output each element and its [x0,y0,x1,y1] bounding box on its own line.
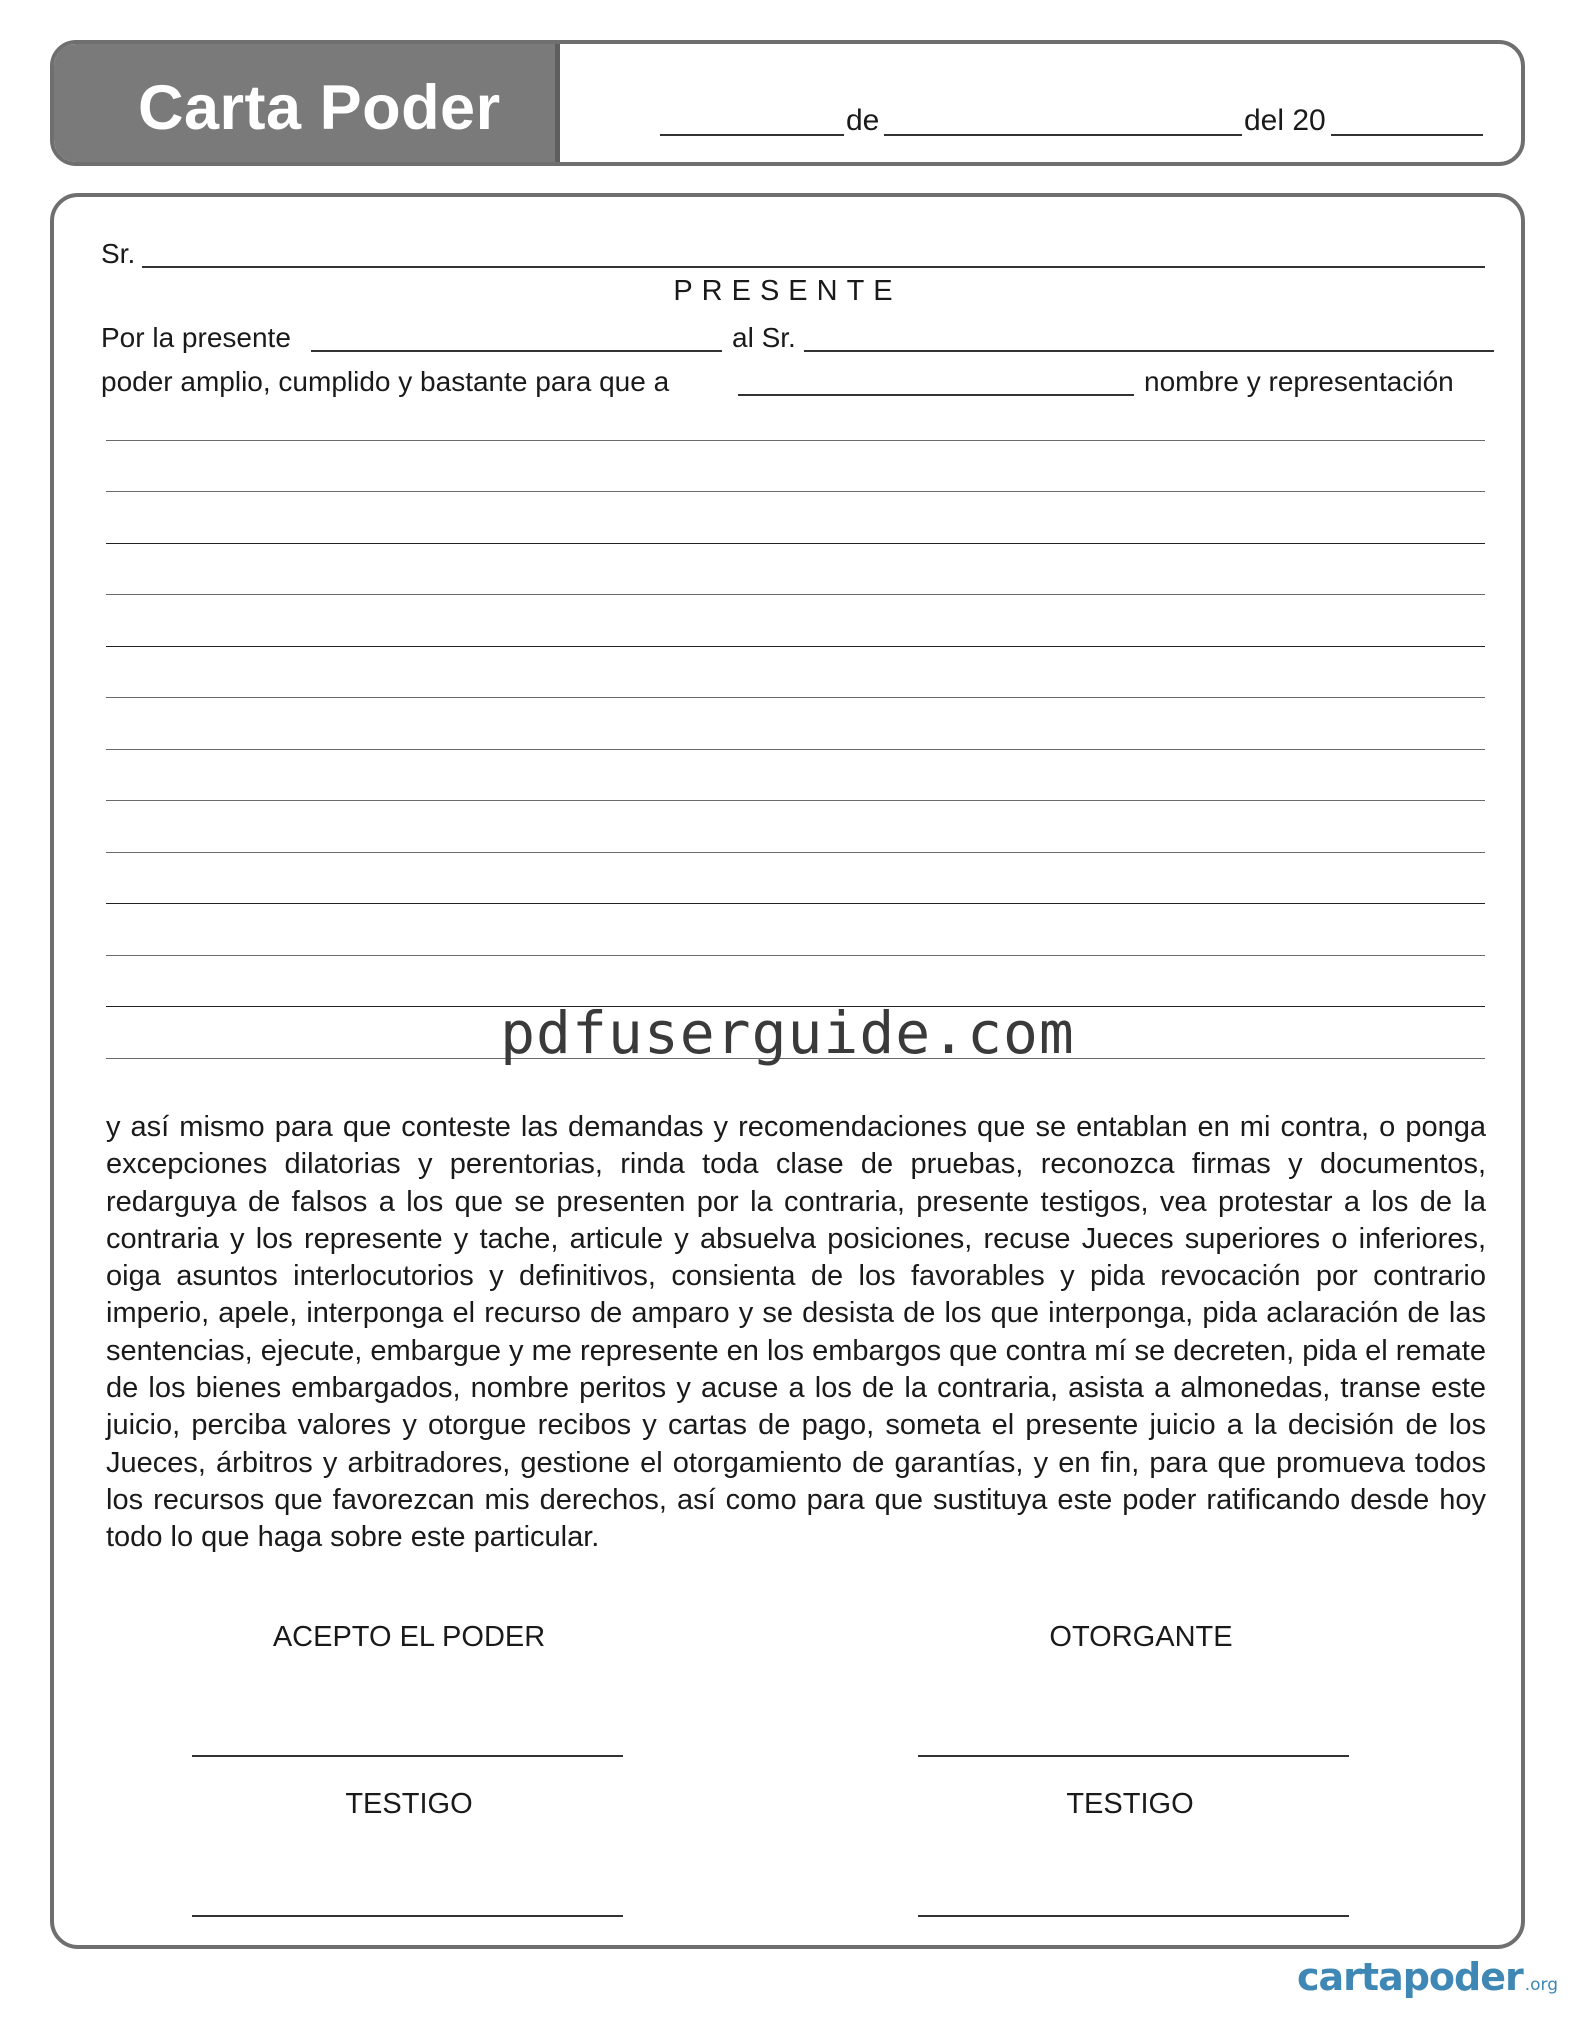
otorgante-signature-line[interactable] [918,1755,1349,1757]
nombre-representacion-text: nombre y representación [1144,366,1454,397]
sr-name-field[interactable] [142,266,1485,268]
date-del-label: del 20 [1244,104,1326,137]
writing-line[interactable] [106,903,1485,904]
otorgante-name-field[interactable] [311,350,722,352]
al-sr-label: al Sr. [732,322,796,353]
powers-paragraph: y así mismo para que conteste las demandas y recomendaciones que se entablan en mi contra, o ponga excepciones dilatorias y perentorias, rinda toda clase de pruebas, reconozca firmas y documentos, redarguya de falsos a los que se presenten por la contraria, presente testigos, vea protestar a los de la contraria y los represente y tache, articule y absuelva posiciones, recuse Jueces superiores o inferiores, oiga asuntos interlocutorios y definitivos, consienta de los favorables y pida revocación por contrario imperio, apele, interponga el recurso de amparo y se desista de los que interponga, pida aclaración de las sentencias, ejecute, embargue y me represente en los embargos que contra mí se decreten, pida el remate de los bienes embargados, nombre peritos y acuse a los de la contraria, asista a almonedas, transe este juicio, perciba valores y otorgue recibos y cartas de pago, someta el presente juicio a la decisión de los Jueces, árbitros y arbitradores, gestione el otorgamiento de garantías, y en fin, para que promueva todos los recursos que favorezcan mis derechos, así como para que sustituya este poder ratificando desde hoy todo lo que haga sobre este particular. [106,1111,1486,1554]
title-panel [54,44,560,162]
logo-suffix-text: .org [1524,1975,1559,1995]
writing-line[interactable] [106,543,1485,544]
acepto-el-poder-label: ACEPTO EL PODER [272,1621,546,1653]
testigo-right-signature-line[interactable] [918,1915,1349,1917]
acepto-signature-line[interactable] [192,1755,623,1757]
testigo-right-label: TESTIGO [1066,1788,1194,1820]
sr-label: Sr. [101,238,136,269]
testigo-left-signature-line[interactable] [192,1915,623,1917]
year-field[interactable] [1331,134,1483,136]
writing-line[interactable] [106,646,1485,647]
testigo-left-label: TESTIGO [345,1788,473,1820]
writing-line[interactable] [106,440,1485,441]
writing-line[interactable] [106,955,1485,956]
date-de-label: de [846,104,880,137]
day-field[interactable] [660,134,844,136]
writing-line[interactable] [106,852,1485,853]
apoderado-name-field[interactable] [804,350,1494,352]
cartapoder-logo [1297,1955,1558,1999]
watermark: pdfuserguide.com [500,999,1075,1067]
writing-line[interactable] [106,749,1485,750]
logo-main-text: cartapoder [1297,1955,1523,1999]
writing-line[interactable] [106,594,1485,595]
presente-heading: PRESENTE [673,275,902,307]
form-body [50,193,1525,1949]
writing-line[interactable] [106,697,1485,698]
writing-line[interactable] [106,491,1485,492]
month-field[interactable] [884,134,1242,136]
mi-name-field[interactable] [738,394,1134,396]
document-title: Carta Poder [138,73,501,143]
writing-line[interactable] [106,800,1485,801]
header-bar [50,40,1525,166]
por-la-presente-label: Por la presente [101,322,291,353]
poder-amplio-text: poder amplio, cumplido y bastante para que a [101,366,670,397]
otorgante-label: OTORGANTE [1049,1621,1233,1653]
